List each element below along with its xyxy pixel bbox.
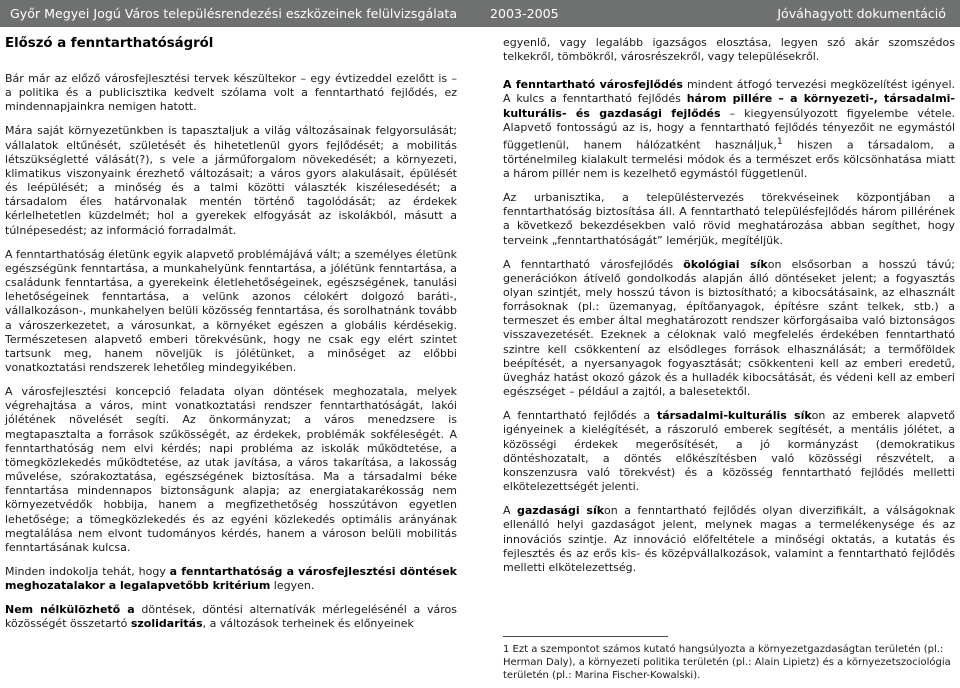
right-column: [503, 36, 955, 585]
text-run: A fenntartható városfejlődés: [503, 257, 684, 271]
bold-text: A fenntartható városfejlődés: [503, 78, 683, 92]
paragraph: A fenntarthatóság életünk egyik alapvető problémájává vált; a személyes életünk egészségünk fenntartása, a munkahelyünk fenntartása, a jólétünk fenntartása, a családunk fenntartása, a gyerekeink életlehetőségeinek, egészségének, tanulási lehetőségeinek fenntartása, a velünk azonos célokért dolgozó baráti-, vállalkozáson-, munkahelyen belüli közösség fenntartása, és sorolhatnánk tovább a városzerkezetet, a városunkat, a környéket egészen a globális kérdésekig. Természetesen alapvető emberi törekvésünk, hogy ne csak egy elért szintet tartsunk meg, hanem növeljük is jólétünket, a minőséget az előbbi vonatkoztatási rendszerek lehetőleg mindegyikében.: [5, 247, 457, 374]
footnote: [503, 643, 955, 682]
text-run: mindent átfogó tervezési megközelítést igényel. A kulcs a fenntartható fejlődés: [503, 78, 955, 106]
document-status: Jóváhagyott dokumentáció: [777, 6, 946, 21]
text-run: on a fenntartható fejlődés olyan diverzifikált, a válságoknak ellenálló helyi gazdaságot jelent, melynek magas a termelékenysége és az innovációs szintje. Az innováció előfeltétele a minőségi oktatás, a kutatás és fejlesztés és az erős kis- és középvállalkozások, valamint a fenntartható fejlődés melletti elkötelezettség.: [503, 504, 955, 574]
bold-text: társadalmi-kulturális sík: [656, 409, 812, 423]
paragraph: [503, 409, 955, 494]
page-header: [0, 0, 960, 27]
paragraph: Mára saját környezetünkben is tapasztaljuk a világ változásainak felgyorsulását; vállalatok eltűnését, születését és hihetetlenül gyors fejlődését; a mobilitás létszükségletté válását(?), s vele a járműforgalom növekedését; a környezeti, klimatikus viszonyaink érezhető változásait; a város gyors alakulásait, épülését és leépülését; a minőség és a talmi közötti választék kiszélesedését; a társadalom éles határvonalak mentén történő tagolódását; az érdekek kérlelhetetlen küzdelmét; hol a gyerekek elfogyását az iskolákból, másutt a túlnépesedést; az információ forradalmát.: [5, 124, 457, 237]
bold-text: szolidaritás: [130, 617, 203, 631]
text-run: Minden indokolja tehát, hogy: [5, 565, 170, 578]
document-title: Győr Megyei Jogú Város településrendezési eszközeinek felülvizsgálata: [10, 6, 458, 21]
paragraph: Bár már az előző városfejlesztési tervek készültekor – egy évtizeddel ezelőtt is – a politika és a publicisztika kedvelt szólama volt a fenntartható fejlődés, ez mindennapjainkra nemigen hatott.: [5, 72, 457, 114]
text-run: döntések, döntési alternatívák mérlegelésénél a város közösségét összetartó: [5, 603, 458, 631]
left-column: [5, 36, 457, 642]
paragraph: Az urbanisztika, a településtervezés törekvéseinek központjában a fenntarthatóság biztosítása áll. A fenntartható településfejlődés három pillérének a következő bekezdésekben való rövid meghatározása abban segíthet, hogy terveink „fenntarthatóságát” lemérjük, megítéljük.: [503, 191, 955, 247]
bold-text: három pillére – a környezeti-, társadalmi-kulturális- és gazdasági fejlődés: [503, 92, 955, 120]
section-heading: Előszó a fenntarthatóságról: [5, 36, 214, 51]
text-run: – kiegyensúlyozott figyelembe vétele. Alapvető fontosságú az is, hogy a fenntartható fejlődés tényezőit ne egymástól függetlenül, hanem hálózatként használjuk,: [503, 106, 956, 152]
footnote-text: Ezt a szempontot számos kutató hangsúlyozta a környezetgazdaságtan területén (pl.: Herman Daly), a környezeti politika területén (pl.: Alain Lipietz) és a környezetszociológia területén (pl.: Marina Fischer-Kowalski).: [503, 644, 951, 681]
paragraph: [503, 504, 955, 575]
paragraph: [503, 78, 955, 181]
bold-text: Nem nélkülözhető a: [5, 603, 135, 617]
text-run: A fenntartható fejlődés a: [503, 409, 657, 423]
paragraph: A városfejlesztési koncepció feladata olyan döntések meghozatala, melyek végrehajtása a város, mint vonatkoztatási rendszer fenntarthatóságát, lakói jólétének növelését segíti. Az önkormányzat; a város menedzsere is megtapasztalta a források szűkösségét, az érdekek, problémák sokféleségét. A fenntarthatóság nem elvi kérdés; napi probléma az iskolák működtetése, a tömegközlekedés működtetése, az utak javítása, a város takarítása, a lakosság művelése, szórakoztatása, egészségének biztosítása. Ma a társadalmi béke fenntartása mindennapos biztonságunk alapja; az energiatakarékosság nem környezetvédők hobbija, hanem a megfizethetőség hosszútávon egyetlen lehetősége; a tömegközlekedés és az egyéni közlekedés optimális arányának megtalálása nem elvont tudományos kérdés, hanem a városon belüli mobilitás fenntartásának kulcsa.: [5, 385, 457, 554]
bold-text: ökológiai sík: [683, 257, 768, 271]
paragraph: [5, 565, 457, 593]
footnote-ref: 1: [776, 135, 783, 147]
text-run: on az emberek alapvető igényeinek a kielégítését, a rászoruló emberek segítését, a mentális jólétet, a közösségi érdekek megerősítését, a jó kormányzást (demokratikus döntéshozatalt, a döntés előkészítésben való közösségi részvételt, a konszenzusra való törekvést) és a közösség fenntartható fejlődés melletti elkötelezettségét jelenti.: [503, 409, 955, 494]
text-run: hiszen a társadalom, a történelmileg kialakult termelési módok és a természet erős kölcsönhatása miatt a három pillér nem is kezelhető egymástól függetlenül.: [503, 138, 955, 180]
bold-text: gazdasági sík: [517, 504, 605, 518]
bold-text: a fenntarthatóság a városfejlesztési döntések meghozatalakor a legalapvetőbb kritérium: [5, 565, 457, 593]
text-run: A: [503, 504, 517, 518]
paragraph: [503, 258, 955, 400]
text-run: legyen.: [270, 579, 315, 593]
paragraph: [5, 603, 457, 631]
paragraph: egyenlő, vagy legalább igazságos elosztása, legyen szó akár szomszédos telkekről, tömbökről, városrészekről, vagy településekről.: [503, 36, 955, 64]
text-run: , a változások terheinek és előnyeinek: [202, 617, 414, 631]
footnote-number: 1: [503, 644, 510, 655]
document-years: 2003-2005: [490, 6, 559, 21]
footnote-separator: [503, 636, 668, 637]
text-run: on elsősorban a hosszú távú; generációkon átívelő gondolkodás alapján álló döntéseket jelent; a fogyasztás olyan szintjét, mely hosszú távon is biztosítható; a kibocsátásaink, az elhasznált forrásoknak (pl.: üzemanyag, építőanyagok, építésre szánt telkek, stb.) a termeszet és ember által meghatározott rendszer körforgásaiba való biztonságos visszavezetését. Ezeknek a céloknak való megfelelés érdekében fenntartható szintre kell csökkentení az elsődleges források elhasználását; a termőföldek beépítését, a nyersanyagok fogyasztását; csökkenteni kell az emberi eredetű, üvegház hatást okozó gázok és a hulladék kibocsátását, és védeni kell az emberi egészséget – például a zajtól, a balesetektől.: [503, 257, 956, 399]
